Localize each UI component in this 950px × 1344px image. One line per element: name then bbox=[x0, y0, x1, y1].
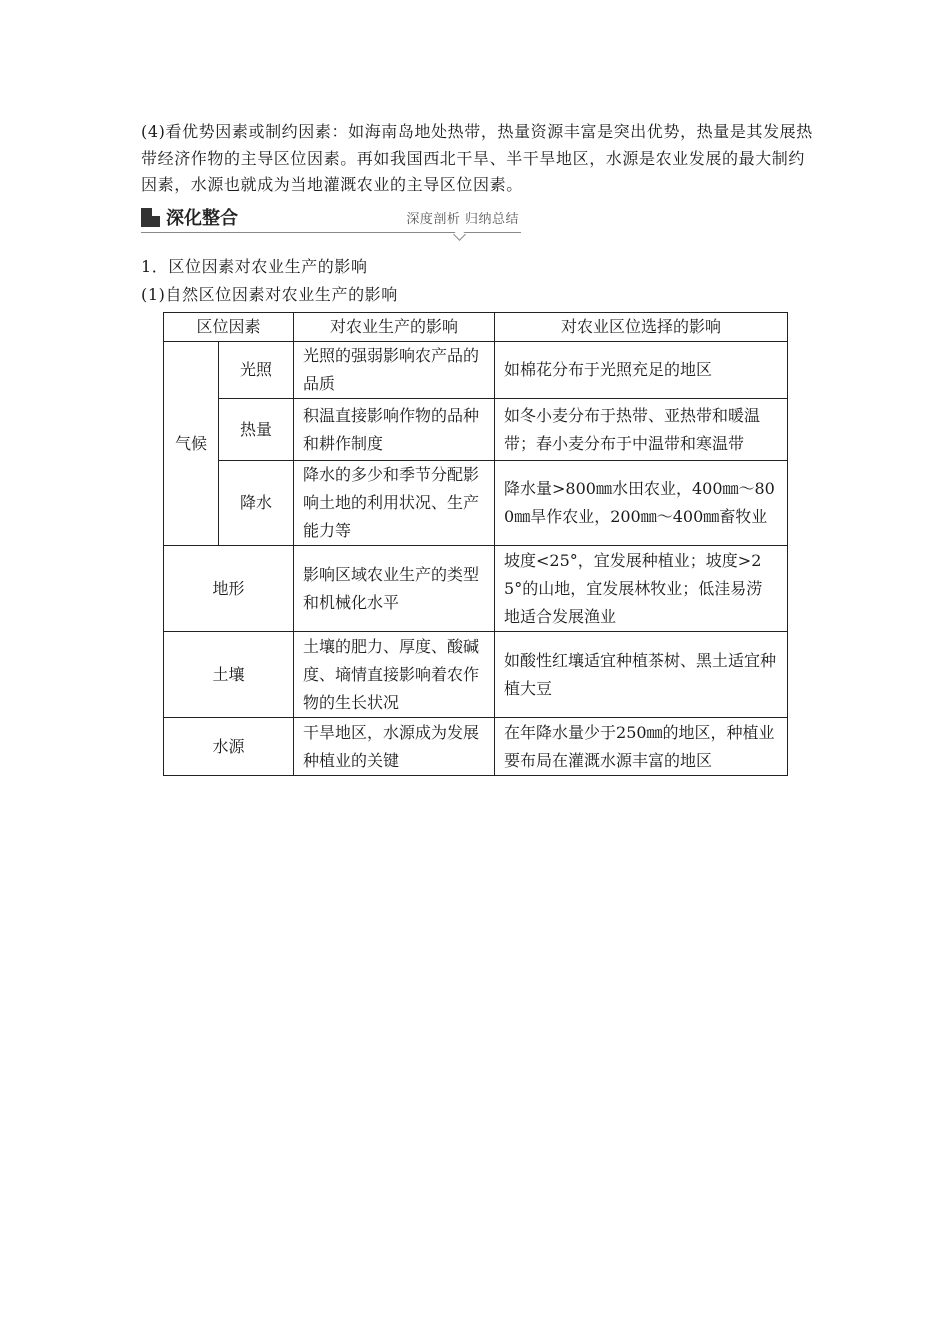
table-row bbox=[164, 546, 788, 632]
location-water: 在年降水量少于250㎜的地区，种植业要布局在灌溉水源丰富的地区 bbox=[495, 718, 788, 776]
factor-soil: 土壤 bbox=[164, 632, 294, 718]
table-row bbox=[164, 342, 788, 399]
table-header-row bbox=[164, 313, 788, 342]
location-terrain: 坡度<25°，宜发展种植业；坡度>25°的山地，宜发展林牧业；低洼易涝地适合发展渔业 bbox=[495, 546, 788, 632]
factor-table bbox=[163, 312, 788, 776]
heading-2: (1)自然区位因素对农业生产的影响 bbox=[141, 285, 398, 304]
section-square-icon bbox=[141, 208, 160, 227]
section-title: 深化整合 bbox=[166, 208, 238, 229]
factor-heat: 热量 bbox=[219, 399, 294, 461]
effect-water: 干旱地区，水源成为发展种植业的关键 bbox=[294, 718, 495, 776]
location-rain: 降水量>800㎜水田农业，400㎜～800㎜旱作农业，200㎜～400㎜畜牧业 bbox=[495, 461, 788, 546]
location-light: 如棉花分布于光照充足的地区 bbox=[495, 342, 788, 399]
effect-soil: 土壤的肥力、厚度、酸碱度、墒情直接影响着农作物的生长状况 bbox=[294, 632, 495, 718]
factor-terrain: 地形 bbox=[164, 546, 294, 632]
table-row bbox=[164, 399, 788, 461]
effect-heat: 积温直接影响作物的品种和耕作制度 bbox=[294, 399, 495, 461]
table-row bbox=[164, 718, 788, 776]
effect-light: 光照的强弱影响农产品的品质 bbox=[294, 342, 495, 399]
header-factor: 区位因素 bbox=[164, 313, 294, 342]
section-rule-notch bbox=[453, 228, 466, 241]
effect-terrain: 影响区域农业生产的类型和机械化水平 bbox=[294, 546, 495, 632]
location-heat: 如冬小麦分布于热带、亚热带和暖温带；春小麦分布于中温带和寒温带 bbox=[495, 399, 788, 461]
effect-rain: 降水的多少和季节分配影响土地的利用状况、生产能力等 bbox=[294, 461, 495, 546]
section-header bbox=[141, 203, 521, 233]
factor-rain: 降水 bbox=[219, 461, 294, 546]
table-row bbox=[164, 461, 788, 546]
header-effect: 对农业生产的影响 bbox=[294, 313, 495, 342]
heading-1: 1．区位因素对农业生产的影响 bbox=[141, 257, 368, 276]
factor-water: 水源 bbox=[164, 718, 294, 776]
location-soil: 如酸性红壤适宜种植茶树、黑土适宜种植大豆 bbox=[495, 632, 788, 718]
factor-light: 光照 bbox=[219, 342, 294, 399]
table-row bbox=[164, 632, 788, 718]
header-location: 对农业区位选择的影响 bbox=[495, 313, 788, 342]
climate-label: 气候 bbox=[164, 342, 219, 546]
intro-paragraph: (4)看优势因素或制约因素：如海南岛地处热带，热量资源丰富是突出优势，热量是其发展热带经济作物的主导区位因素。再如我国西北干旱、半干旱地区，水源是农业发展的最大制约因素，水源也就成为当地灌溉农业的主导区位因素。 bbox=[141, 122, 813, 194]
section-subtitle: 深度剖析 归纳总结 bbox=[406, 212, 519, 227]
